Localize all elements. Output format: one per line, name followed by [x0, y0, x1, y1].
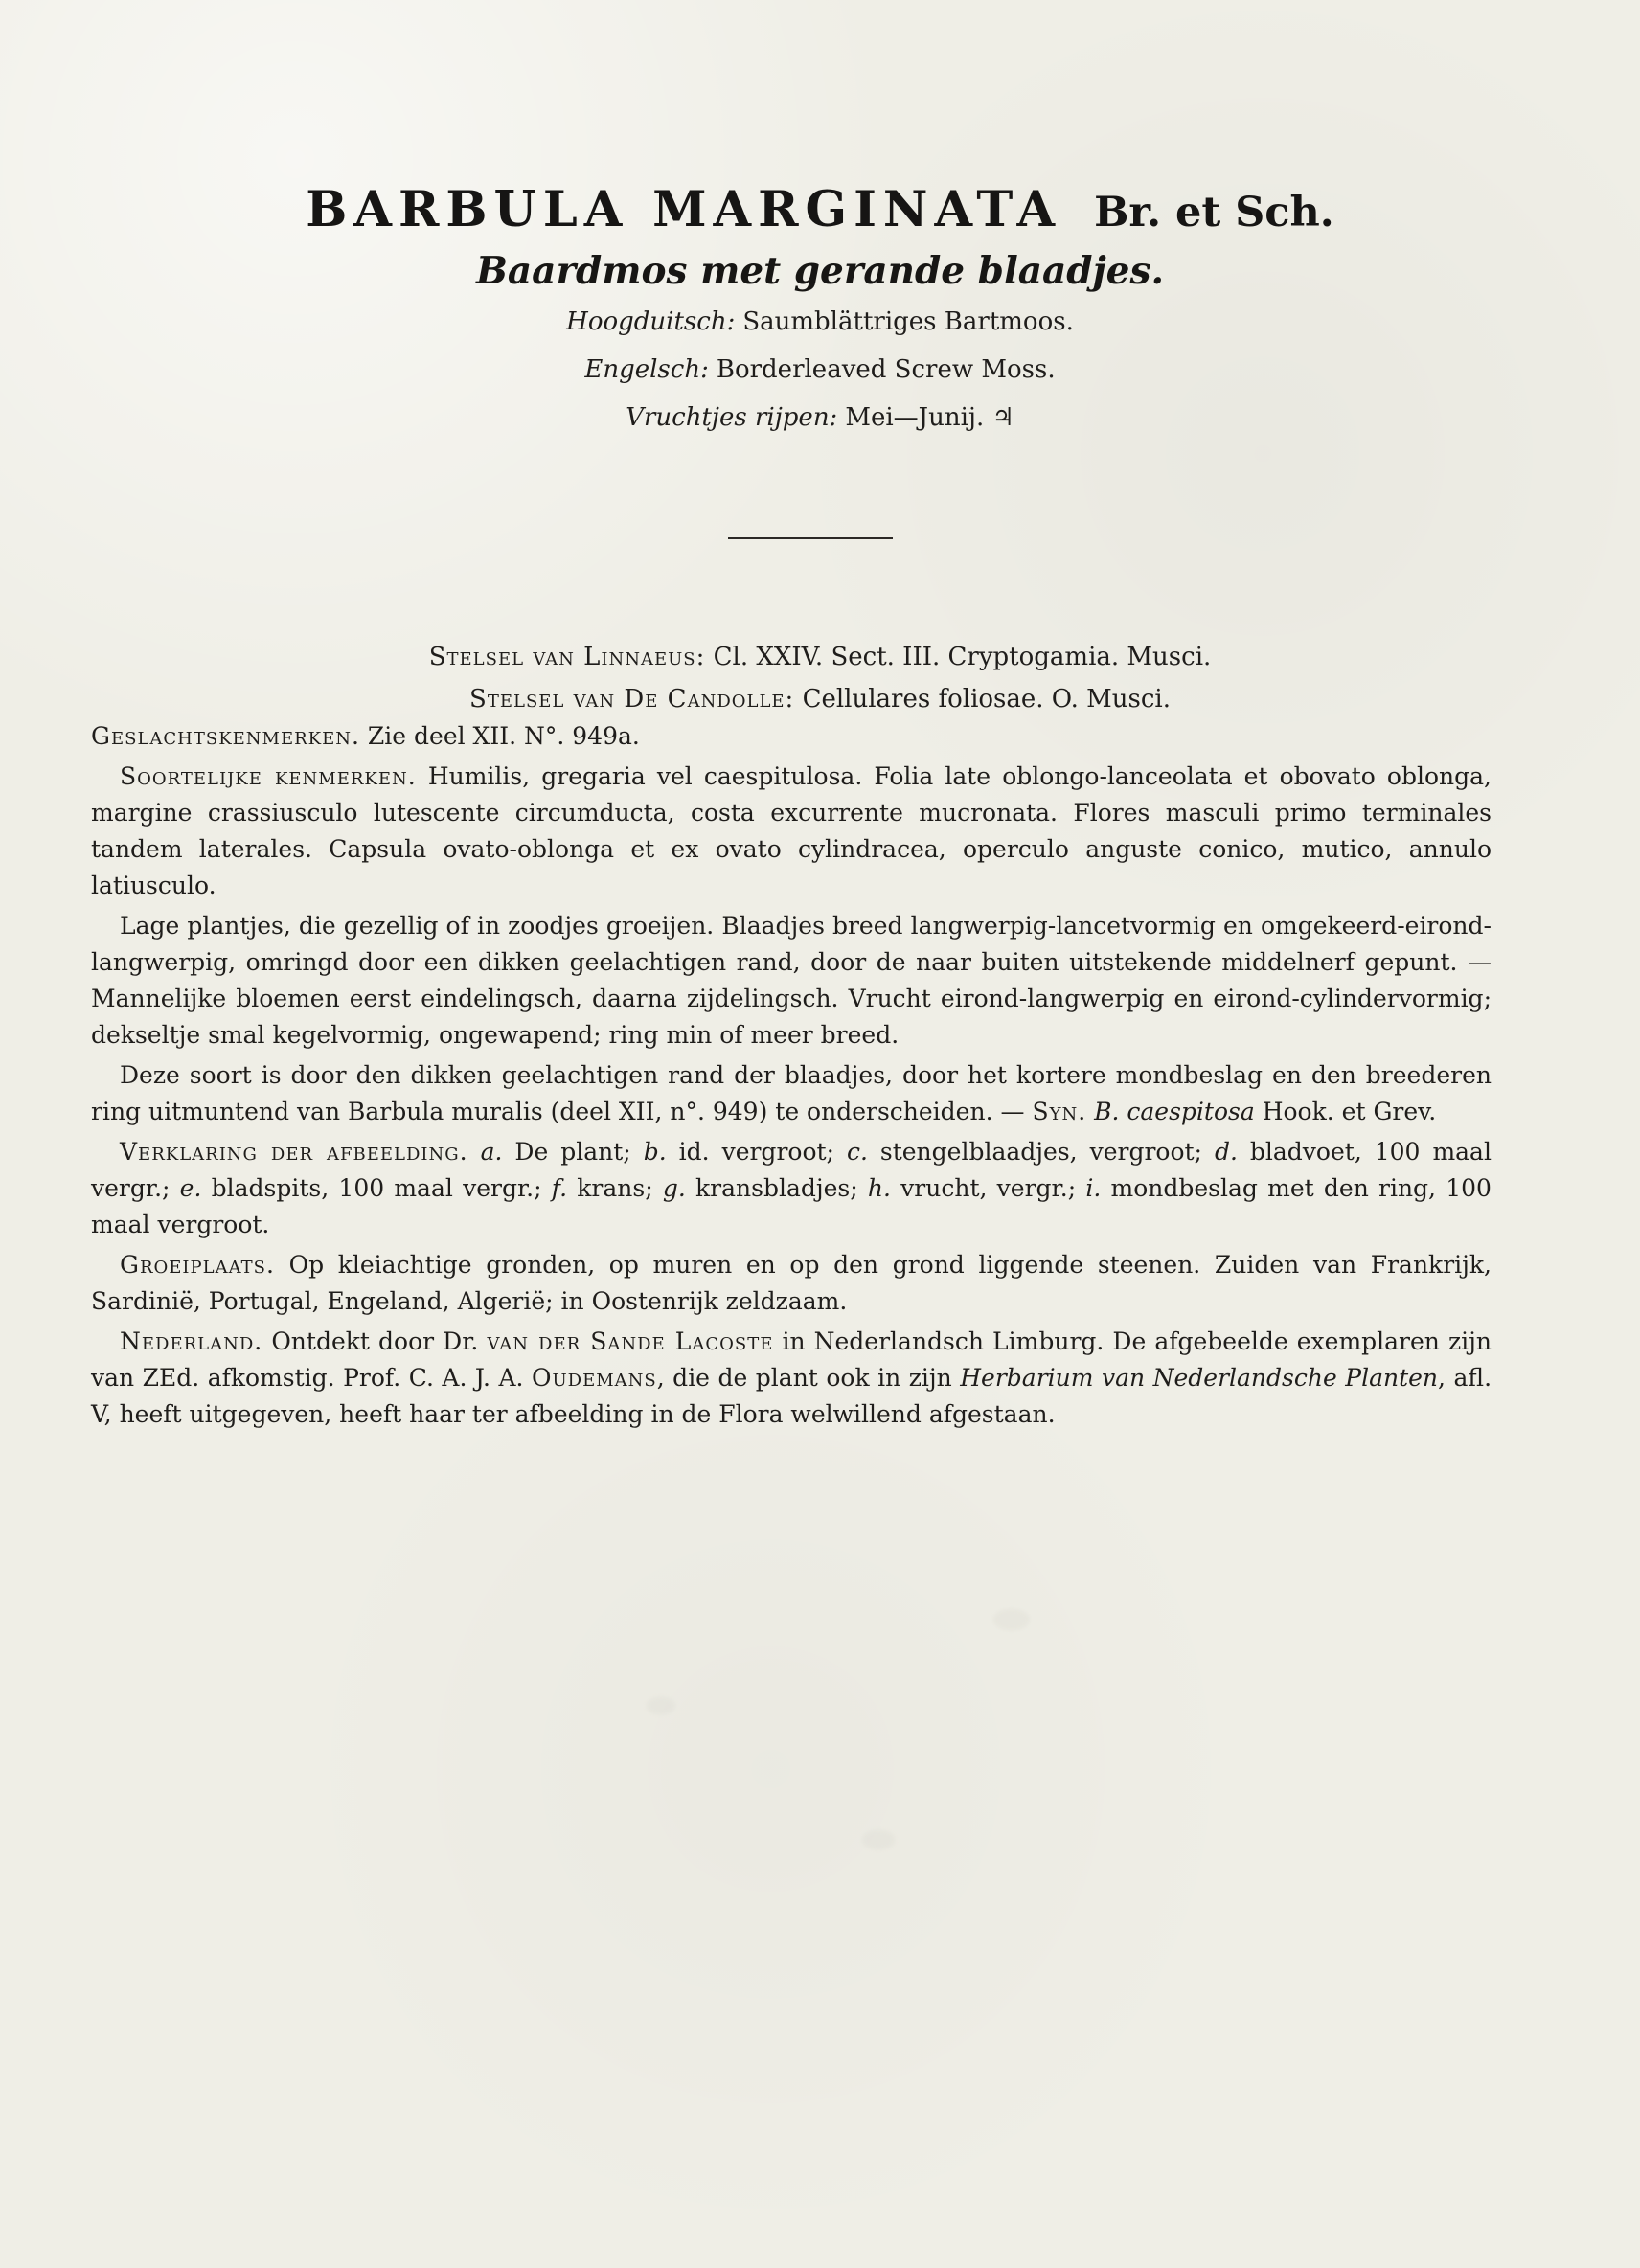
habitat-paragraph	[91, 1247, 1492, 1320]
species-title: BARBULA MARGINATA	[306, 181, 1062, 238]
system-label: Stelsel van De Candolle:	[469, 685, 795, 714]
figure-description: id. vergroot;	[678, 1138, 834, 1166]
linnaeus-system	[0, 636, 1640, 678]
person-name: van der Sande Lacoste	[487, 1327, 774, 1355]
meta-value: Mei—Junij. ♃	[845, 403, 1014, 432]
page-title	[0, 180, 1640, 242]
paper-stain	[862, 1830, 895, 1849]
herbarium-title: Herbarium van Nederlandsche Planten	[960, 1364, 1439, 1392]
explanation-paragraph	[91, 1134, 1492, 1243]
genus-text: Zie deel XII. N°. 949a.	[367, 722, 640, 750]
figure-description: bladvoet, 100 maal vergr.;	[91, 1138, 1492, 1202]
system-value: Cl. XXIV. Sect. III. Cryptogamia. Musci.	[713, 643, 1212, 671]
figure-description: krans;	[577, 1174, 653, 1202]
netherlands-text: , die de plant ook in zijn	[656, 1364, 952, 1392]
netherlands-text: Ontdekt door Dr.	[271, 1327, 479, 1355]
system-label: Stelsel van Linnaeus:	[428, 643, 706, 671]
dutch-description-paragraph: Lage plantjes, die gezellig of in zoodjes groeijen. Blaadjes breed langwerpig-lancetvormig en omgekeerd-eirond-langwerpig, omringd door een dikken geelachtigen rand, door de naar buiten uitstekende middelnerf gepunt. — Mannelijke bloemen eerst eindelingsch, daarna zijdelingsch. Vrucht eirond-langwerpig en eirond-cylindervormig; dekseltje smal kegelvormig, ongewapend; ring min of meer breed.	[91, 912, 1492, 1049]
title-block	[0, 180, 1640, 440]
comparison-paragraph	[91, 1057, 1492, 1130]
meta-line-ripening	[0, 396, 1640, 440]
figure-description: De plant;	[514, 1138, 631, 1166]
meta-label: Engelsch:	[584, 355, 709, 384]
meta-line-english	[0, 348, 1640, 392]
section-label: Nederland.	[120, 1327, 263, 1355]
figure-description: kransbladjes;	[695, 1174, 858, 1202]
section-label: Verklaring der afbeelding.	[120, 1138, 468, 1166]
meta-label: Hoogduitsch:	[566, 307, 736, 336]
paper-stain	[647, 1697, 675, 1714]
synonym-authors: Hook. et Grev.	[1262, 1098, 1437, 1125]
figure-description: vrucht, vergr.;	[900, 1174, 1077, 1202]
netherlands-paragraph	[91, 1324, 1492, 1433]
meta-value: Saumblättriges Bartmoos.	[742, 307, 1074, 336]
figure-key: f.	[551, 1174, 568, 1202]
species-latin-text: Humilis, gregaria vel caespitulosa. Folia late oblongo-lanceolata et obovato oblonga, margine crassiusculo lutescente circumducta, costa excurrente mucronata. Flores masculi primo terminales tandem laterales. Capsula ovato-oblonga et ex ovato cylindracea, operculo anguste conico, mutico, annulo latiusculo.	[91, 762, 1492, 899]
person-name: Oudemans	[531, 1364, 657, 1392]
species-paragraph	[91, 759, 1492, 904]
classification-systems	[0, 636, 1640, 720]
figure-key: d.	[1214, 1138, 1238, 1166]
figure-key: i.	[1085, 1174, 1102, 1202]
section-label: Soortelijke kenmerken.	[120, 762, 417, 790]
figure-description: stengelblaadjes, vergroot;	[879, 1138, 1202, 1166]
figure-key: c.	[846, 1138, 868, 1166]
figure-key: g.	[662, 1174, 686, 1202]
author-abbreviation: Br. et Sch.	[1094, 189, 1334, 237]
figure-key: b.	[643, 1138, 667, 1166]
figure-description: mondbeslag met den ring, 100 maal vergroot.	[91, 1174, 1492, 1238]
candolle-system	[0, 678, 1640, 720]
figure-key: a.	[480, 1138, 503, 1166]
figure-description: bladspits, 100 maal vergr.;	[211, 1174, 542, 1202]
meta-line-german	[0, 300, 1640, 344]
synonym-label: Syn.	[1032, 1098, 1087, 1125]
dutch-name: Baardmos met gerande blaadjes.	[475, 249, 1165, 293]
section-divider	[728, 537, 893, 539]
synonym-name: B. caespitosa	[1094, 1098, 1255, 1125]
genus-paragraph	[91, 718, 1492, 755]
meta-value: Borderleaved Screw Moss.	[716, 355, 1056, 384]
section-label: Geslachtskenmerken.	[91, 722, 360, 750]
netherlands-text: in Nederlandsch Limburg. De afgebeelde exemplaren zijn van ZEd. afkomstig. Prof. C. A. J. A.	[91, 1327, 1492, 1392]
paper-stain	[993, 1609, 1030, 1630]
meta-label: Vruchtjes rijpen:	[626, 403, 838, 432]
section-label: Groeiplaats.	[120, 1251, 275, 1279]
comparison-text: Deze soort is door den dikken geelachtigen rand der blaadjes, door het kortere mondbeslag en den breederen ring uitmuntend van Barbula muralis (deel XII, n°. 949) te onderscheiden. —	[91, 1061, 1492, 1125]
system-value: Cellulares foliosae. O. Musci.	[802, 685, 1171, 714]
netherlands-text: , afl. V, heeft uitgegeven, heeft haar ter afbeelding in de Flora welwillend afgestaan.	[91, 1364, 1492, 1428]
habitat-text: Op kleiachtige gronden, op muren en op den grond liggende steenen. Zuiden van Frankrijk, Sardinië, Portugal, Engeland, Algerië; in Oostenrijk zeldzaam.	[91, 1251, 1492, 1315]
figure-key: e.	[179, 1174, 202, 1202]
main-description	[91, 718, 1492, 1437]
figure-key: h.	[867, 1174, 891, 1202]
